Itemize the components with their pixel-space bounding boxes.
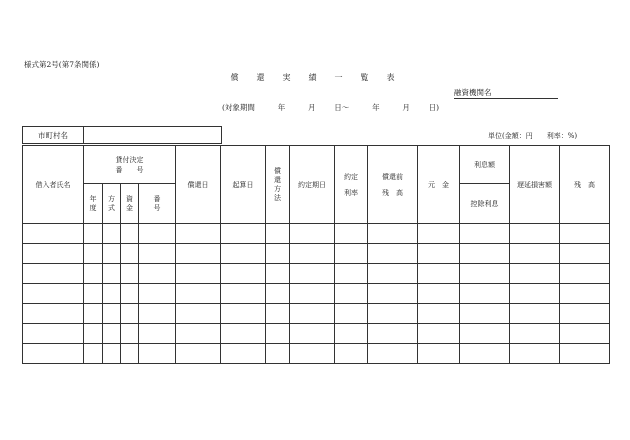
table-cell[interactable] [221, 284, 266, 304]
table-cell[interactable] [290, 344, 335, 364]
table-row [23, 324, 610, 344]
table-cell[interactable] [368, 224, 418, 244]
table-cell[interactable] [460, 324, 510, 344]
table-cell[interactable] [221, 344, 266, 364]
table-cell[interactable] [560, 324, 610, 344]
table-cell[interactable] [84, 284, 103, 304]
table-cell[interactable] [460, 284, 510, 304]
table-cell[interactable] [23, 284, 84, 304]
unit-label: 単位(金額：円 利率：%) [488, 132, 578, 140]
table-cell[interactable] [221, 224, 266, 244]
table-cell[interactable] [510, 304, 560, 324]
table-cell[interactable] [103, 324, 121, 344]
header-principal: 元 金 [418, 146, 460, 224]
lender-name-label: 融資機関名 [454, 88, 492, 97]
repayment-table [22, 145, 610, 364]
table-cell[interactable] [418, 324, 460, 344]
table-cell[interactable] [368, 284, 418, 304]
table-cell[interactable] [221, 264, 266, 284]
municipality-divider [83, 127, 84, 143]
table-cell[interactable] [121, 224, 139, 244]
header-before-balance [368, 146, 418, 224]
table-cell[interactable] [460, 224, 510, 244]
table-body [23, 224, 610, 364]
table-cell[interactable] [84, 344, 103, 364]
table-cell[interactable] [460, 264, 510, 284]
table-cell[interactable] [266, 264, 290, 284]
form-number: 様式第2号(第7条関係) [24, 60, 100, 69]
table-cell[interactable] [460, 244, 510, 264]
table-cell[interactable] [368, 344, 418, 364]
header-balance: 残 高 [560, 146, 610, 224]
table-cell[interactable] [418, 264, 460, 284]
period-year-start: 年 [277, 103, 286, 112]
header-number-text: 番号 [153, 194, 161, 212]
table-row [23, 304, 610, 324]
table-cell[interactable] [266, 324, 290, 344]
table-cell[interactable] [84, 304, 103, 324]
period-open: (対象期間 [222, 103, 255, 112]
table-cell[interactable] [103, 304, 121, 324]
header-year [84, 184, 103, 224]
header-before-line2: 残 高 [382, 188, 403, 197]
table-cell[interactable] [221, 324, 266, 344]
table-cell[interactable] [290, 284, 335, 304]
table-cell[interactable] [290, 304, 335, 324]
table-cell[interactable] [418, 304, 460, 324]
table-cell[interactable] [560, 344, 610, 364]
header-fund-text: 資金 [126, 194, 133, 212]
table-cell[interactable] [266, 244, 290, 264]
table-cell[interactable] [335, 284, 368, 304]
table-cell[interactable] [176, 224, 221, 244]
table-cell[interactable] [23, 264, 84, 284]
header-method-text: 方式 [108, 194, 115, 212]
table-cell[interactable] [510, 224, 560, 244]
table-cell[interactable] [266, 284, 290, 304]
table-cell[interactable] [103, 284, 121, 304]
table-cell[interactable] [84, 224, 103, 244]
table-cell[interactable] [103, 264, 121, 284]
table-cell[interactable] [418, 244, 460, 264]
header-year-text: 年度 [89, 194, 97, 212]
table-cell[interactable] [176, 284, 221, 304]
table-cell[interactable] [139, 264, 176, 284]
table-cell[interactable] [23, 244, 84, 264]
table-cell[interactable] [84, 324, 103, 344]
header-borrower: 借入者氏名 [23, 146, 84, 224]
table-cell[interactable] [121, 324, 139, 344]
header-rate [335, 146, 368, 224]
table-cell[interactable] [103, 344, 121, 364]
period-month-end: 月 [402, 103, 410, 112]
table-cell[interactable] [290, 224, 335, 244]
header-start-date: 起算日 [221, 146, 266, 224]
table-cell[interactable] [335, 244, 368, 264]
table-cell[interactable] [290, 324, 335, 344]
table-cell[interactable] [176, 344, 221, 364]
table-cell[interactable] [84, 244, 103, 264]
table-cell[interactable] [121, 344, 139, 364]
table-cell[interactable] [510, 284, 560, 304]
target-period [222, 102, 439, 113]
table-cell[interactable] [23, 324, 84, 344]
table-row [23, 344, 610, 364]
table-cell[interactable] [103, 224, 121, 244]
period-month-start: 月 [308, 103, 316, 112]
table-cell[interactable] [139, 244, 176, 264]
table-row [23, 244, 610, 264]
header-fund [121, 184, 139, 224]
table-cell[interactable] [266, 224, 290, 244]
header-loan-decision [84, 146, 176, 184]
table-cell[interactable] [510, 244, 560, 264]
table-cell[interactable] [290, 264, 335, 284]
header-method [103, 184, 121, 224]
header-interest: 利息額 [460, 146, 510, 184]
table-cell[interactable] [221, 244, 266, 264]
table-cell[interactable] [560, 284, 610, 304]
table-cell[interactable] [221, 304, 266, 324]
table-cell[interactable] [176, 324, 221, 344]
table-cell[interactable] [418, 344, 460, 364]
table-cell[interactable] [368, 244, 418, 264]
table-cell[interactable] [176, 304, 221, 324]
table-cell[interactable] [23, 224, 84, 244]
table-cell[interactable] [266, 304, 290, 324]
table-cell[interactable] [266, 344, 290, 364]
table-cell[interactable] [103, 244, 121, 264]
table-cell[interactable] [418, 284, 460, 304]
table-cell[interactable] [139, 344, 176, 364]
table-cell[interactable] [176, 244, 221, 264]
table-cell[interactable] [23, 304, 84, 324]
lender-name-field[interactable] [454, 88, 558, 99]
period-day-start: 日〜 [334, 103, 350, 112]
table-cell[interactable] [290, 244, 335, 264]
header-late-damages: 遅延損害額 [510, 146, 560, 224]
header-repay-date: 償還日 [176, 146, 221, 224]
header-number [139, 184, 176, 224]
table-cell[interactable] [368, 324, 418, 344]
table-cell[interactable] [560, 244, 610, 264]
header-loan-decision-label: 貸付決定 [115, 155, 144, 164]
table-cell[interactable] [121, 304, 139, 324]
document-title: 償 還 実 績 一 覧 表 [230, 73, 400, 82]
table-cell[interactable] [139, 304, 176, 324]
table-cell[interactable] [510, 264, 560, 284]
municipality-box [22, 126, 222, 144]
table-cell[interactable] [121, 264, 139, 284]
table-cell[interactable] [560, 224, 610, 244]
table-cell[interactable] [176, 264, 221, 284]
table-cell[interactable] [335, 224, 368, 244]
header-before-line1: 償還前 [382, 172, 403, 181]
table-cell[interactable] [84, 264, 103, 284]
table-cell[interactable] [335, 264, 368, 284]
table-cell[interactable] [368, 304, 418, 324]
table-cell[interactable] [139, 224, 176, 244]
table-cell[interactable] [121, 284, 139, 304]
municipality-label: 市町村名 [38, 131, 68, 140]
table-cell[interactable] [418, 224, 460, 244]
table-cell[interactable] [335, 304, 368, 324]
table-cell[interactable] [335, 324, 368, 344]
table-cell[interactable] [560, 264, 610, 284]
table-cell[interactable] [510, 324, 560, 344]
table-cell[interactable] [460, 344, 510, 364]
table-cell[interactable] [368, 264, 418, 284]
table-cell[interactable] [560, 304, 610, 324]
period-day-end: 日) [428, 103, 440, 112]
header-due-date: 約定期日 [290, 146, 335, 224]
header-rate-line1: 約定 [344, 172, 358, 181]
header-repay-method-text: 償還方法 [274, 166, 281, 202]
table-row [23, 264, 610, 284]
table-cell[interactable] [510, 344, 560, 364]
header-number-group: 番 号 [115, 165, 144, 174]
table-cell[interactable] [335, 344, 368, 364]
table-cell[interactable] [121, 244, 139, 264]
table-cell[interactable] [139, 284, 176, 304]
table-cell[interactable] [139, 324, 176, 344]
table-row [23, 284, 610, 304]
period-year-end: 年 [372, 103, 380, 112]
header-deducted-interest: 控除利息 [460, 184, 510, 224]
header-rate-line2: 利率 [344, 188, 358, 197]
table-row [23, 224, 610, 244]
table-cell[interactable] [460, 304, 510, 324]
table-cell[interactable] [23, 344, 84, 364]
header-repay-method [266, 146, 290, 224]
